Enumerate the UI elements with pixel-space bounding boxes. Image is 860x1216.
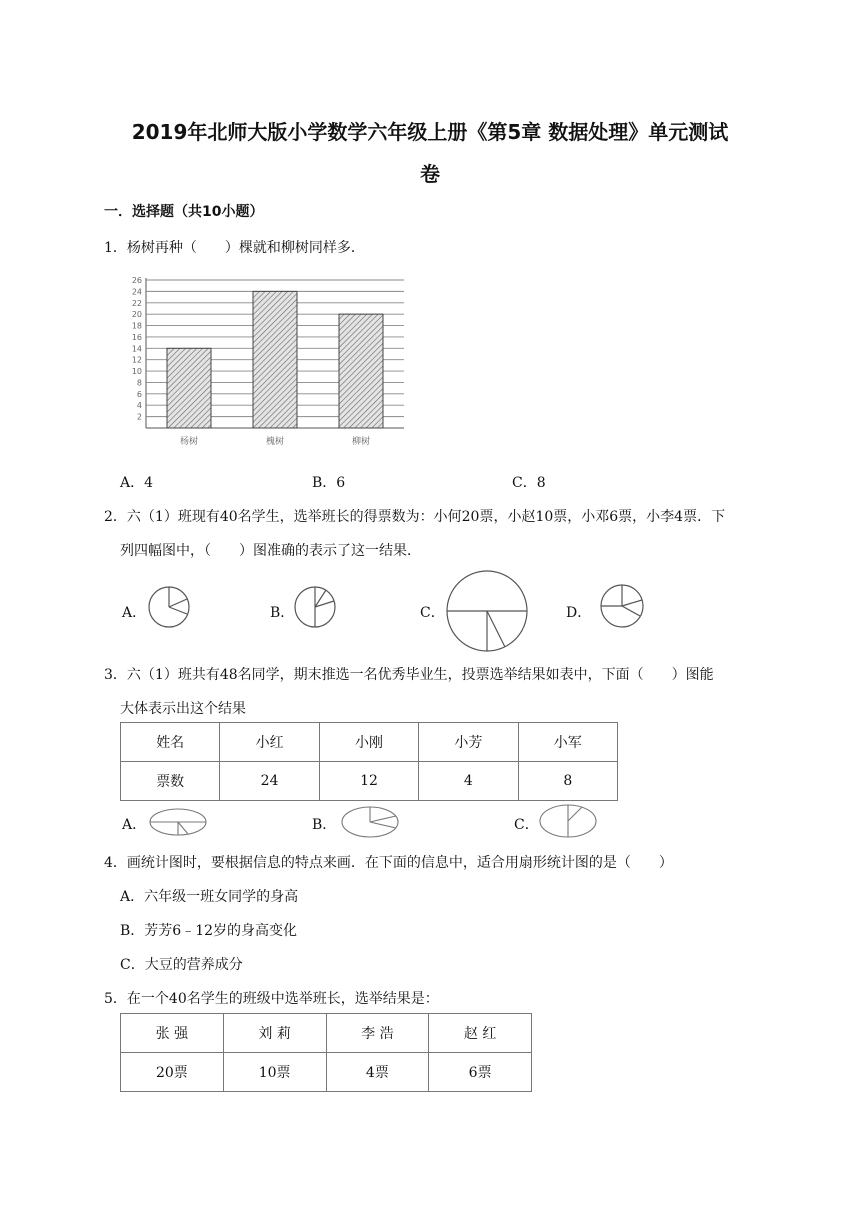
q4-option-c: C．大豆的营养成分 [120,957,243,973]
question-3-line2: 大体表示出这个结果 [120,701,246,717]
question-2-line1: 2．六（1）班现有40名学生，选举班长的得票数为：小何20票，小赵10票，小邓6票，小李4票．下 [104,509,726,525]
q3-option-b-label: B． [312,817,337,833]
q4-option-b: B．芳芳6﹣12岁的身高变化 [120,923,298,939]
table-cell: 姓名 [121,723,220,762]
q5-election-table [120,1013,532,1092]
y-tick-label: 24 [131,287,142,297]
y-tick-label: 12 [131,355,142,365]
table-cell: 10票 [223,1053,326,1092]
q3-option-a-pie [148,806,208,838]
bar-chart [124,268,409,454]
q1-option-c: C．8 [512,475,546,491]
table-cell: 24 [220,762,319,801]
y-tick-label: 8 [136,378,142,388]
y-tick-label: 10 [131,367,142,377]
section-heading: 一．选择题（共10小题） [104,204,264,220]
y-tick-label: 6 [136,389,142,399]
question-4-text: 4．画统计图时，要根据信息的特点来画．在下面的信息中，适合用扇形统计图的是（ ） [104,855,673,871]
table-cell: 8 [518,762,617,801]
q3-option-a-label: A． [122,817,147,833]
y-tick-label: 20 [131,310,142,320]
q2-option-c-label: C． [420,605,445,621]
q2-option-d-pie [598,582,646,630]
question-5-text: 5．在一个40名学生的班级中选举班长，选举结果是： [104,991,439,1007]
table-cell: 小芳 [419,723,518,762]
bar [339,314,383,428]
q3-vote-table [120,722,618,801]
q3-option-c-pie [538,802,598,840]
q2-option-b-label: B． [270,605,295,621]
table-row [121,1053,532,1092]
q1-option-b: B．6 [312,475,346,491]
table-cell: 20票 [121,1053,224,1092]
q3-option-c-label: C． [514,817,539,833]
y-tick-label: 4 [136,401,142,411]
bar [253,291,297,428]
table-cell: 赵 红 [429,1014,532,1053]
question-1-text: 1．杨树再种（ ）棵就和柳树同样多． [104,240,365,256]
table-cell: 4 [419,762,518,801]
q2-option-d-label: D． [566,605,592,621]
table-row [121,762,618,801]
question-2-line2: 列四幅图中，（ ）图准确的表示了这一结果． [120,543,421,559]
table-cell: 12 [319,762,418,801]
y-tick-label: 16 [131,332,142,342]
table-cell: 6票 [429,1053,532,1092]
x-tick-label: 柳树 [351,437,371,447]
y-tick-label: 22 [131,298,142,308]
table-cell: 刘 莉 [223,1014,326,1053]
y-tick-label: 14 [131,344,142,354]
table-cell: 小红 [220,723,319,762]
document-title-line1: 2019年北师大版小学数学六年级上册《第5章 数据处理》单元测试 [131,120,729,144]
q3-option-b-pie [340,804,400,840]
table-cell: 4票 [326,1053,429,1092]
table-cell: 李 浩 [326,1014,429,1053]
q2-option-c-pie [444,568,530,654]
x-tick-label: 槐树 [265,437,285,447]
table-cell: 张 强 [121,1014,224,1053]
table-cell: 票数 [121,762,220,801]
document-title-line2: 卷 [420,162,440,186]
table-row [121,723,618,762]
q2-option-a-pie [146,584,192,630]
bar [167,348,211,428]
table-row [121,1014,532,1053]
table-cell: 小刚 [319,723,418,762]
question-3-line1: 3．六（1）班共有48名同学，期末推选一名优秀毕业生，投票选举结果如表中，下面（ ）图能 [104,667,714,683]
y-tick-label: 2 [136,412,142,422]
y-tick-label: 26 [131,276,142,285]
q2-option-a-label: A． [122,605,147,621]
q1-option-a: A．4 [120,475,154,491]
table-cell: 小军 [518,723,617,762]
x-tick-label: 杨树 [179,437,199,447]
y-tick-label: 18 [131,321,142,331]
q4-option-a: A．六年级一班女同学的身高 [120,889,299,905]
q2-option-b-pie [292,584,338,630]
